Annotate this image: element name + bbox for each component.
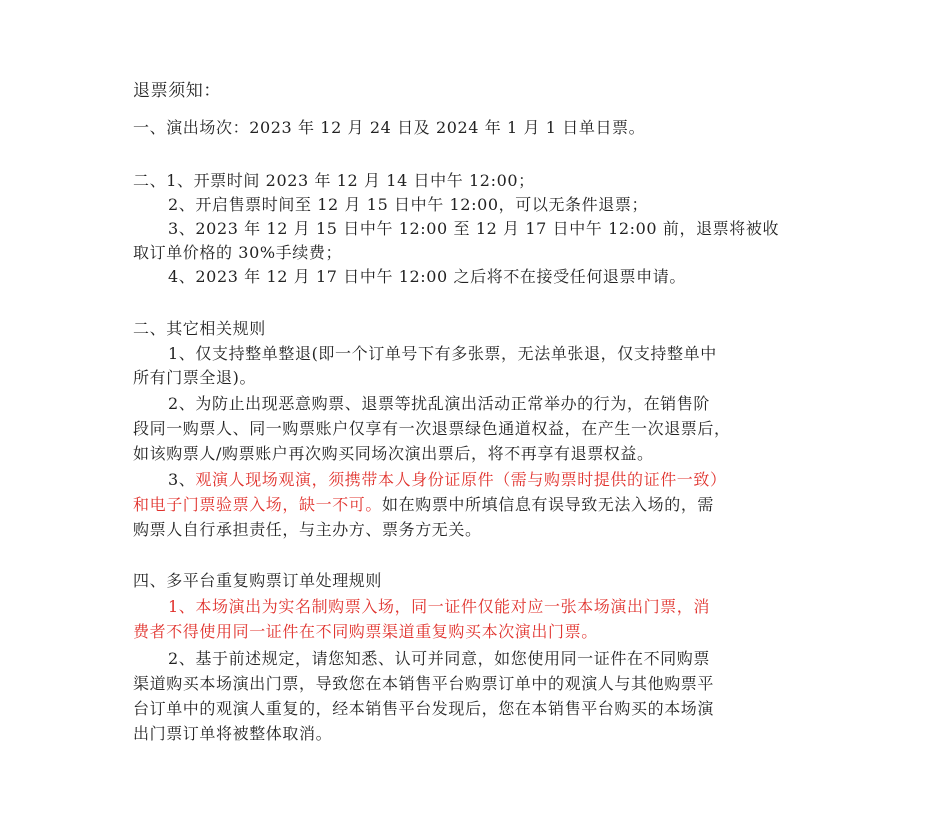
section3-item3-line2 xyxy=(133,494,714,516)
section1-performance-dates: 一、演出场次：2023 年 12 月 24 日及 2024 年 1 月 1 日单日票。 xyxy=(133,118,646,137)
section3-item3-red-text-1: 观演人现场观演，须携带本人身份证原件（需与购票时提供的证件一致） xyxy=(195,470,727,489)
section3-item3-red-text-2: 和电子门票验票入场，缺一不可。 xyxy=(133,495,383,514)
section3-item2-line1: 2、为防止出现恶意购票、退票等扰乱演出活动正常举办的行为，在销售阶 xyxy=(168,394,710,413)
section3-item2-line3: 如该购票人/购票账户再次购买同场次演出票后，将不再享有退票权益。 xyxy=(133,444,654,463)
section4-item1-line1: 1、本场演出为实名制购票入场，同一证件仅能对应一张本场演出门票，消 xyxy=(168,597,710,616)
section3-item2-line2: 段同一购票人、同一购票账户仅享有一次退票绿色通道权益，在产生一次退票后， xyxy=(133,419,731,438)
section3-item1-line2: 所有门票全退)。 xyxy=(133,368,257,387)
section4-item2-line1: 2、基于前述规定，请您知悉、认可并同意，如您使用同一证件在不同购票 xyxy=(168,649,710,668)
section3-item3-black-text: 如在购票中所填信息有误导致无法入场的，需 xyxy=(382,495,715,514)
section4-item2-line4: 出门票订单将被整体取消。 xyxy=(133,724,333,743)
section3-item1-line1: 1、仅支持整单整退(即一个订单号下有多张票，无法单张退，仅支持整单中 xyxy=(168,344,717,363)
section4-item2-line3: 台订单中的观演人重复的，经本销售平台发现后，您在本销售平台购买的本场演 xyxy=(133,699,715,718)
section2-item1: 二、1、开票时间 2023 年 12 月 14 日中午 12:00； xyxy=(133,171,535,190)
section2-item4: 4、2023 年 12 月 17 日中午 12:00 之后将不在接受任何退票申请。 xyxy=(168,267,686,286)
section3-heading: 二、其它相关规则 xyxy=(133,319,266,338)
section2-item3-line2: 取订单价格的 30%手续费； xyxy=(133,243,343,262)
section4-item2-line2: 渠道购买本场演出门票，导致您在本销售平台购票订单中的观演人与其他购票平 xyxy=(133,674,715,693)
section3-item3-prefix: 3、 xyxy=(168,470,196,489)
section2-item3-line1: 3、2023 年 12 月 15 日中午 12:00 至 12 月 17 日中午 12:00 前，退票将被收 xyxy=(168,219,780,238)
section3-item3-line1 xyxy=(168,469,727,491)
notice-title: 退票须知： xyxy=(133,81,221,101)
section3-item3-line3: 购票人自行承担责任，与主办方、票务方无关。 xyxy=(133,520,482,539)
section4-heading: 四、多平台重复购票订单处理规则 xyxy=(133,571,383,590)
section2-item2: 2、开启售票时间至 12 月 15 日中午 12:00，可以无条件退票； xyxy=(168,195,649,214)
section4-item1-line2: 费者不得使用同一证件在不同购票渠道重复购买本次演出门票。 xyxy=(133,622,598,641)
